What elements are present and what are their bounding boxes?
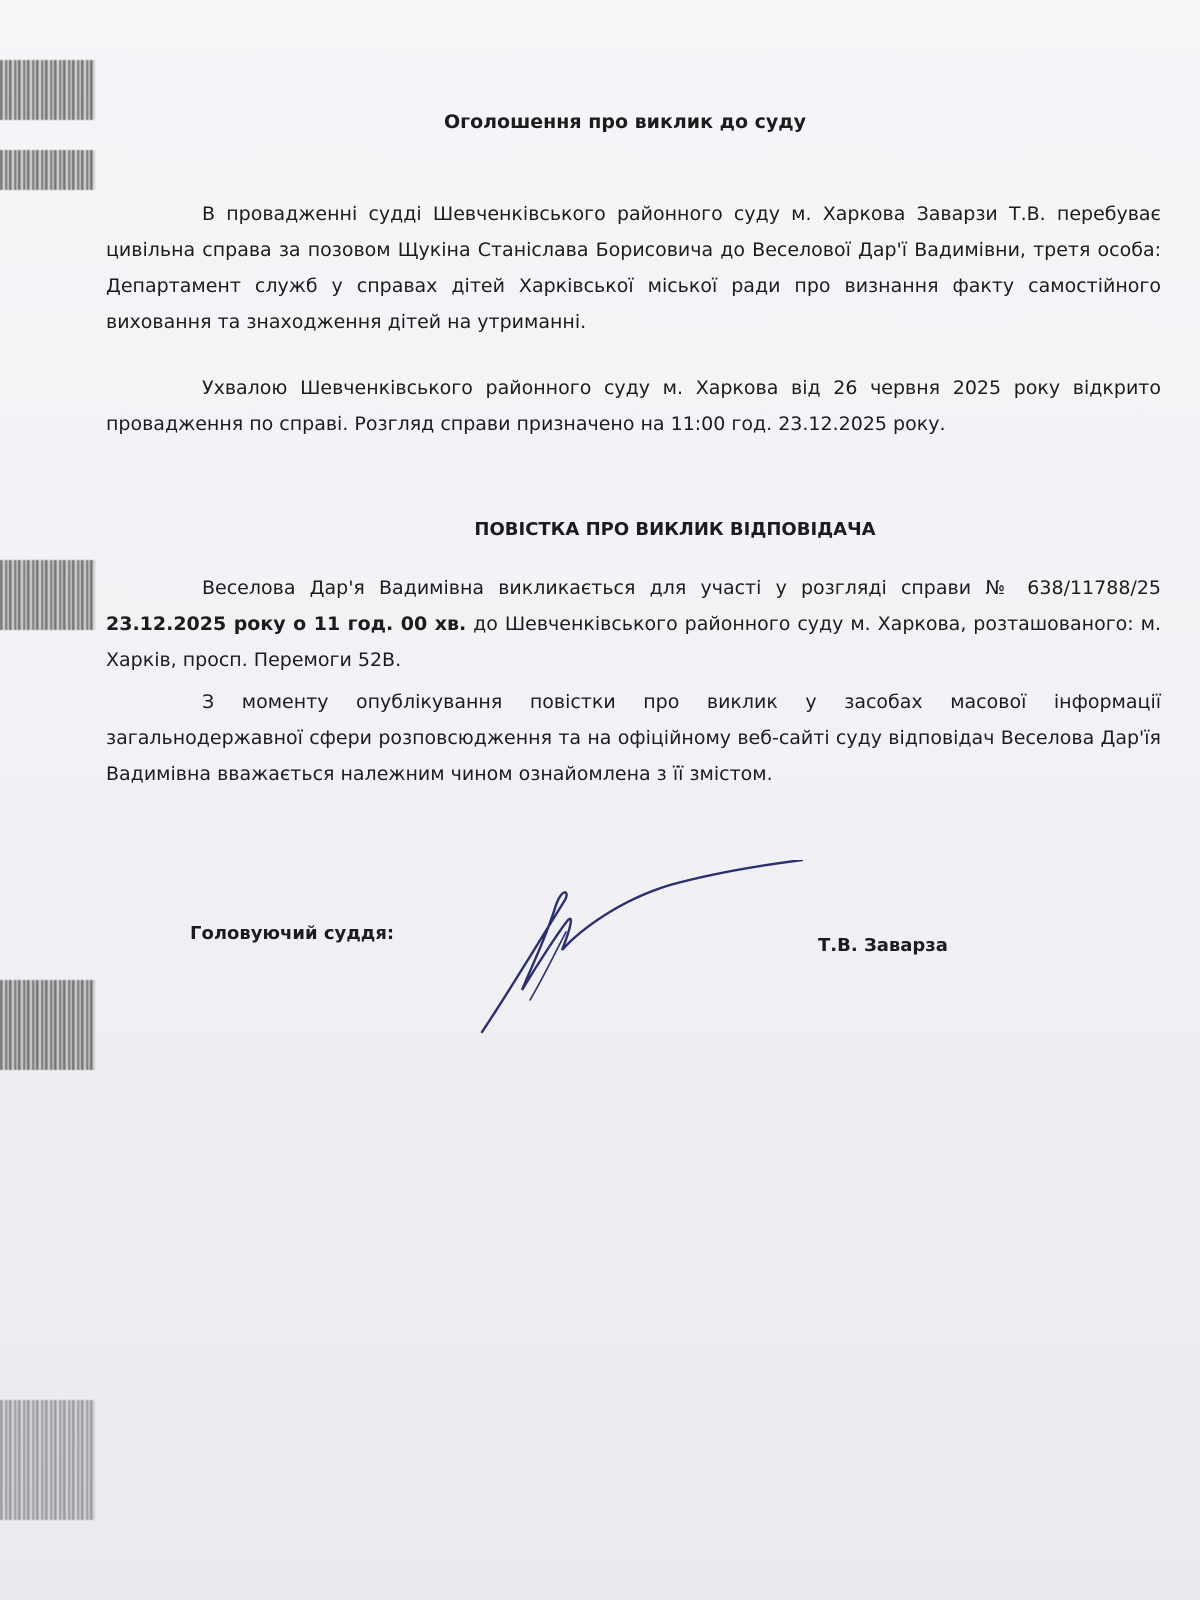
announcement-title: Оголошення про виклик до суду <box>444 110 806 133</box>
summons-hearing-datetime: 23.12.2025 року о 11 год. 00 хв. <box>106 613 467 635</box>
scan-artifact <box>0 560 95 630</box>
announcement-paragraph-1: В провадженні судді Шевченківського районного суду м. Харкова Заварзи Т.В. перебуває цивільна справа за позовом Щукіна Станіслава Борисовича до Веселової Дар'ї Вадимівни, третя особа: Департамент служб у справах дітей Харківської міської ради про визнання факту самостійного виховання та знаходження дітей на утриманні. <box>106 203 1161 333</box>
signature-label: Головуючий суддя: <box>190 923 395 944</box>
judge-name: Т.В. Заварза <box>818 935 948 956</box>
summons-p1-rest: до Шевченківського районного суду м. Харкова, розташованого: м. Харків, просп. Перемоги 52В. <box>106 613 1162 671</box>
summons-paragraph-1 <box>106 570 1161 678</box>
scan-artifact <box>0 980 95 1070</box>
scan-artifact <box>0 150 95 190</box>
handwritten-signature <box>470 860 810 1040</box>
announcement-paragraph-2: Ухвалою Шевченківського районного суду м. Харкова від 26 червня 2025 року відкрито провадження по справі. Розгляд справи призначено на 11:00 год. 23.12.2025 року. <box>106 377 1161 435</box>
summons-paragraph-2: З моменту опублікування повістки про виклик у засобах масової інформації загальнодержавної сфери розповсюдження та на офіційному веб-сайті суду відповідач Веселова Дар'їя Вадимівна вважається належним чином ознайомлена з її змістом. <box>106 691 1161 785</box>
summons-heading: ПОВІСТКА ПРО ВИКЛИК ВІДПОВІДАЧА <box>474 519 876 540</box>
summons-p1-text: Веселова Дар'я Вадимівна викликається для участі у розгляді справи № 638/11788/25 <box>202 577 1161 599</box>
scan-artifact <box>0 1400 95 1520</box>
